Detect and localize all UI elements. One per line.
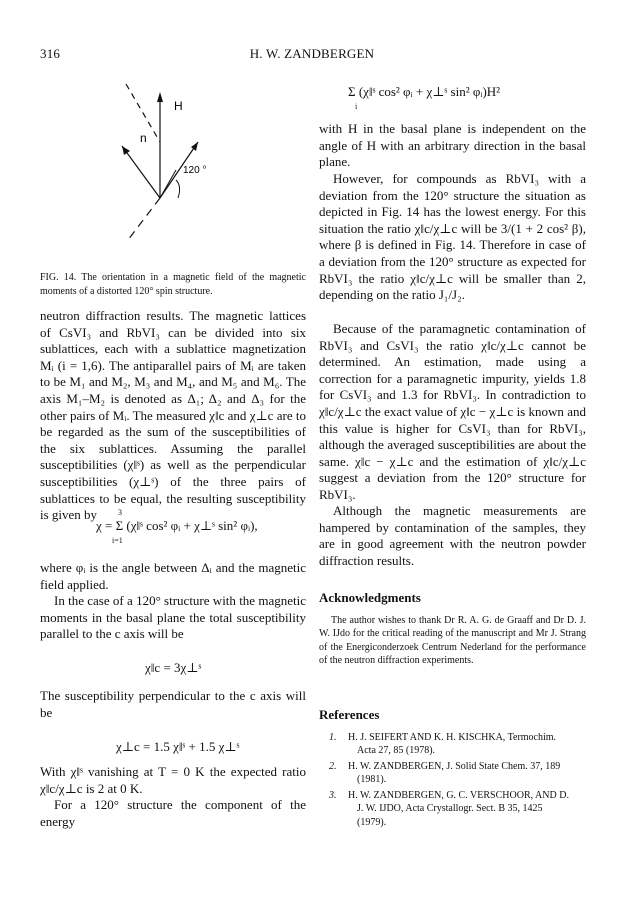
equation-chi-sum: χ = Σ (χ‖ˢ cos² φᵢ + χ⊥ˢ sin² φᵢ), bbox=[96, 518, 258, 533]
left-para-1: neutron diffraction results. The magnetic lattices of CsVI₃ and RbVI₃ can be divided into six sublattices, each with a sublattice magnetization Mᵢ (i = 1,6). The antiparallel pairs of Mᵢ are taken to be M₁ and M₂, M₃ and M₄, and M₅ and M₆. The axis M₁–M₂ is denoted as Δ₁; Δ₂ and Δ₃ for the other pairs of Mᵢ. The measured χ‖c and χ⊥c are to be regarded as the sum of the susceptibilities of the six sublattices. Assuming the parallel susceptibilities (χ‖ˢ) as well as the perpendicular susceptibilities (χ⊥ˢ) of the three pairs of sublattices to be equal, the resulting susceptibility is given by bbox=[40, 308, 306, 523]
left-para-5: With χ‖ˢ vanishing at T = 0 K the expected ratio χ‖c/χ⊥c is 2 at 0 K. bbox=[40, 764, 306, 796]
references-heading: References bbox=[319, 707, 380, 722]
angle-arc bbox=[176, 180, 180, 198]
eq1-lower-limit: i=1 bbox=[112, 536, 123, 545]
figure-caption: FIG. 14. The orientation in a magnetic field of the magnetic moments of a distorted 120° spin structure. bbox=[40, 272, 306, 297]
running-head: H. W. ZANDBERGEN bbox=[249, 46, 375, 61]
left-para-4: The susceptibility perpendicular to the c axis will be bbox=[40, 688, 306, 720]
moment-arrow-lower bbox=[160, 170, 176, 198]
figure-14-diagram bbox=[100, 80, 300, 245]
label-n: n bbox=[140, 131, 147, 145]
label-angle: 120 ° bbox=[183, 165, 207, 176]
acknowledgments-heading: Acknowledgments bbox=[319, 590, 421, 605]
left-para-3: In the case of a 120° structure with the magnetic moments in the basal plane the total susceptibility parallel to the c axis will be bbox=[40, 593, 306, 642]
right-para-2: However, for compounds as RbVI₃ with a deviation from the 120° structure the situation as depicted in Fig. 14 has the lowest energy. For this situation the ratio χ‖c/χ⊥c will be 3/(1 + 2 cos² β), where β is defined in Fig. 14. Therefore in case of a deviation from the 120° structure as expected for RbVI₃ the ratio χ‖c/χ⊥c will be smaller than 2, depending on the ratio J₁/J₂. bbox=[319, 171, 586, 303]
left-para-6: For a 120° structure the component of the energy bbox=[40, 797, 306, 829]
left-para-2: where φᵢ is the angle between Δᵢ and the magnetic field applied. bbox=[40, 560, 306, 592]
equation-chi-parallel: χ‖c = 3χ⊥ˢ bbox=[145, 660, 202, 675]
eq-top-lower-limit: i bbox=[355, 102, 358, 111]
equation-chi-perpendicular: χ⊥c = 1.5 χ‖ˢ + 1.5 χ⊥ˢ bbox=[116, 739, 240, 754]
reference-item: 1. H. J. SEIFERT AND K. H. KISCHKA, Termochim. Acta 27, 85 (1978). bbox=[329, 732, 557, 757]
equation-energy: Σ (χ‖ˢ cos² φᵢ + χ⊥ˢ sin² φᵢ)H² bbox=[348, 84, 501, 99]
right-para-1: with H in the basal plane is independent on the angle of H with an arbitrary direction in the basal plane. bbox=[319, 121, 586, 170]
eq1-upper-limit: 3 bbox=[118, 508, 122, 517]
moment-line-lower-left bbox=[128, 198, 160, 240]
reference-item: 3. H. W. ZANDBERGEN, G. C. VERSCHOOR, AND D. J. W. IJDO, Acta Crystallogr. Sect. B 35, 1425 (1979). bbox=[329, 790, 569, 828]
moment-arrow-upper-left bbox=[122, 146, 160, 198]
right-para-4: Although the magnetic measurements are hampered by contamination of the samples, they are in good agreement with the neutron powder diffraction results. bbox=[319, 503, 586, 568]
reference-item: 2. H. W. ZANDBERGEN, J. Solid State Chem. 37, 189 (1981). bbox=[329, 761, 561, 786]
label-H: H bbox=[174, 99, 183, 113]
right-para-3: Because of the paramagnetic contamination of RbVI₃ and CsVI₃ the ratio χ‖c/χ⊥c cannot be determined. An estimation, made using a correction for a paramagnetic impurity, yields 1.8 for CsVI₃ and 1.3 for RbVI₃. In contradiction to χ‖c/χ⊥c the exact value of χ‖c − χ⊥c is known and this value is higher for CsVI₃ than for RbVI₃, although the averaged susceptibilities are about the same. χ‖c − χ⊥c and the estimation of χ‖c/χ⊥c suggest a deviation from the 120° structure for RbVI₃. bbox=[319, 321, 586, 502]
acknowledgments-text: The author wishes to thank Dr R. A. G. de Graaff and Dr D. J. W. IJdo for the critical reading of the manuscript and Mr J. Strang of the Energiconderzoek Centrum Nederland for the performance of the neutron diffraction experiments. bbox=[319, 615, 586, 667]
page-number: 316 bbox=[40, 46, 61, 61]
